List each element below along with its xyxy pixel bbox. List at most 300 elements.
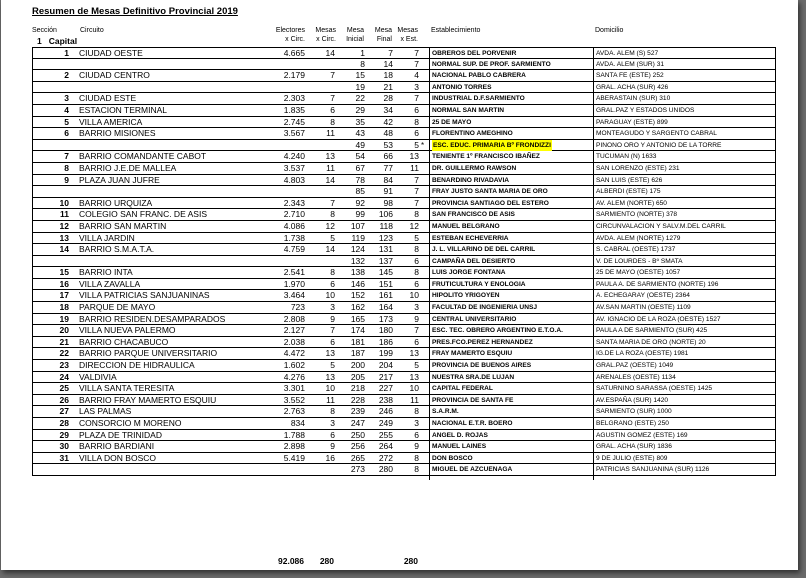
establecimiento-name: NACIONAL E.T.R. BOERO [432, 420, 513, 427]
mesa-final-value: 48 [383, 128, 393, 139]
electores-value: 834 [290, 418, 305, 428]
mesa-inicial-value: 29 [355, 104, 365, 115]
mesa-final-value: 145 [378, 267, 393, 278]
mesa-inicial-value: 54 [355, 151, 365, 162]
domicilio-text: SANTA MARIA DE ORO (NORTE) 20 [596, 338, 706, 346]
domicilio-text: AV. ALEM (NORTE) 650 [596, 199, 667, 207]
table-row [33, 244, 775, 256]
establecimiento-name: DON BOSCO [432, 454, 473, 462]
mesa-final-value: 123 [378, 232, 393, 243]
domicilio-text: MONTEAGUDO Y SARGENTO CABRAL [596, 130, 717, 138]
table-row [33, 151, 775, 163]
mesa-inicial-value: 181 [350, 336, 365, 347]
table-row [33, 117, 775, 129]
mesa-inicial-value: 99 [355, 209, 365, 220]
document-title: Resumen de Mesas Definitivo Provincial 2019 [32, 6, 238, 17]
mesa-final-value: 238 [378, 394, 393, 405]
mesa-inicial-value: 165 [350, 313, 365, 324]
mesa-inicial-value: 35 [355, 116, 365, 127]
domicilio-text: PARAGUAY (ESTE) 899 [596, 118, 668, 126]
circuit-name: BARRIO MISIONES [79, 128, 156, 139]
row-number: 24 [59, 371, 69, 382]
mesas-est-value: 6 [414, 128, 419, 139]
establecimiento-name: ESC. EDUC. PRIMARIA Bº FRONDIZZI [433, 141, 551, 149]
mesas-value: 10 [325, 383, 335, 394]
mesa-inicial-value: 85 [355, 186, 365, 197]
mesas-value: 8 [330, 209, 335, 220]
total-electores: 92.086 [278, 556, 304, 566]
row-number: 25 [59, 383, 69, 394]
mesa-inicial-value: 8 [360, 58, 365, 69]
table-row [33, 140, 775, 152]
mesa-inicial-value: 146 [350, 278, 365, 289]
mesas-value: 7 [330, 325, 335, 336]
mesa-final-value: 14 [383, 58, 393, 69]
row-number: 10 [59, 197, 69, 208]
header-mesa-inicial: Mesa Inicial [346, 27, 364, 43]
table-row [33, 430, 775, 442]
mesas-est-value: 7 [414, 325, 419, 336]
domicilio-text: PAULA A. DE SARMIENTO (NORTE) 196 [596, 280, 719, 288]
column-divider-establecimiento [429, 47, 430, 480]
domicilio-text: IG.DE LA ROZA (OESTE) 1981 [596, 350, 689, 358]
mesas-est-value: 6 [414, 429, 419, 440]
header-mesas-est: Mesas x Est. [397, 27, 418, 43]
establecimiento-name: MANUEL LAINES [432, 443, 487, 451]
domicilio-text: AV.ESPAÑA (SUR) 1420 [596, 396, 669, 404]
row-number: 1 [64, 48, 69, 58]
table-row [33, 314, 775, 326]
mesa-final-value: 66 [383, 151, 393, 162]
mesas-est-value: 10 [409, 383, 419, 394]
circuit-name: CIUDAD CENTRO [79, 70, 150, 81]
mesa-final-value: 53 [383, 139, 393, 150]
row-number: 2 [64, 70, 69, 81]
establecimiento-name: PROVINCIA DE BUENOS AIRES [432, 362, 532, 370]
establecimiento-name: CENTRAL UNIVERSITARIO [432, 315, 517, 323]
electores-value: 2.038 [283, 336, 305, 347]
mesas-value: 14 [325, 244, 335, 255]
establecimiento-name: CAMPAÑA DEL DESIERTO [432, 257, 516, 265]
table-row [33, 105, 775, 117]
mesas-est-value: 7 [414, 197, 419, 208]
domicilio-text: GRAL. ACHA (SUR) 426 [596, 83, 669, 91]
establecimiento-name: FRAY JUSTO SANTA MARIA DE ORO [432, 188, 548, 196]
mesas-value: 6 [330, 278, 335, 289]
row-number: 22 [59, 348, 69, 359]
mesas-est-value: 4 [414, 70, 419, 81]
establecimiento-name: HIPOLITO YRIGOYEN [432, 292, 500, 300]
table-row [33, 233, 775, 245]
circuit-name: BARRIO J.E.DE MALLEA [79, 162, 177, 173]
mesas-value: 9 [330, 313, 335, 324]
mesas-value: 6 [330, 336, 335, 347]
mesas-est-value: 8 [414, 209, 419, 220]
row-number: 11 [60, 209, 69, 220]
circuit-name: VILLA SANTA TERESITA [79, 383, 175, 394]
electores-value: 4.240 [283, 151, 305, 162]
electores-value: 2.745 [283, 116, 305, 127]
domicilio-text: AVDA. ALEM (S) 527 [596, 50, 659, 57]
table-row [33, 441, 775, 453]
circuit-name: LAS PALMAS [79, 406, 132, 417]
electores-value: 3.301 [283, 383, 305, 394]
row-number: 30 [59, 441, 69, 452]
establecimiento-name: OBREROS DEL PORVENIR [432, 50, 517, 57]
circuit-name: PARQUE DE MAYO [79, 302, 156, 313]
mesas-est-value: 11 [410, 162, 419, 173]
establecimiento-name: BENARDINO RIVADAVIA [432, 176, 510, 184]
mesas-value: 11 [326, 162, 335, 173]
domicilio-text: 25 DE MAYO (OESTE) 1057 [596, 269, 681, 277]
establecimiento-name: NORMAL SUP. DE PROF. SARMIENTO [432, 60, 551, 68]
electores-value: 2.127 [283, 325, 305, 336]
domicilio-text: TUCUMAN (N) 1633 [596, 153, 657, 161]
electores-value: 2.303 [283, 93, 305, 104]
circuit-name: BARRIO URQUIZA [79, 197, 153, 208]
establecimiento-name: NORMAL SAN MARTIN [432, 106, 505, 114]
mesas-value: 7 [330, 197, 335, 208]
row-number: 31 [59, 452, 69, 463]
table-row [33, 395, 775, 407]
mesas-est-value: 5 [414, 360, 419, 371]
mesas-est-value: 5 [414, 232, 419, 243]
mesa-inicial-value: 92 [355, 197, 365, 208]
mesas-est-value: 3 [414, 302, 419, 313]
mesa-inicial-value: 107 [350, 220, 365, 231]
mesa-inicial-value: 49 [355, 139, 365, 150]
circuit-name: CIUDAD ESTE [79, 93, 137, 104]
establecimiento-name: ANTONIO TORRES [432, 83, 492, 91]
row-number: 21 [59, 336, 69, 347]
table-row [33, 337, 775, 349]
row-number: 17 [59, 290, 69, 301]
row-number: 13 [59, 232, 69, 243]
establecimiento-name: MANUEL BELGRANO [432, 222, 500, 230]
domicilio-text: AGUSTIN GOMEZ (ESTE) 169 [596, 431, 688, 439]
domicilio-text: ARENALES (OESTE) 1134 [596, 373, 676, 381]
section-number: 1 [37, 36, 42, 46]
mesa-inicial-value: 43 [355, 128, 365, 139]
mesas-est-value: 3 [414, 81, 419, 92]
table-row [33, 453, 775, 465]
domicilio-text: AV.SAN MARTIN (OESTE) 1109 [596, 304, 691, 312]
circuit-name: BARRIO SAN MARTIN [79, 220, 167, 231]
electores-value: 1.788 [283, 429, 305, 440]
row-number: 29 [59, 429, 69, 440]
mesas-value: 13 [325, 151, 335, 162]
header-domicilio: Domicilio [595, 27, 624, 34]
mesa-inicial-value: 247 [350, 418, 365, 428]
mesas-value: 14 [325, 48, 335, 58]
mesas-value: 13 [325, 371, 335, 382]
domicilio-text: V. DE LOURDES - Bº SMATA [596, 257, 683, 265]
table-row [33, 383, 775, 395]
mesas-est-value: 13 [409, 348, 419, 359]
circuit-name: VILLA DON BOSCO [79, 452, 156, 463]
domicilio-text: PAULA A DE SARMIENTO (SUR) 425 [596, 327, 708, 335]
table-row [33, 221, 775, 233]
domicilio-text: SANTA FE (ESTE) 252 [596, 72, 664, 80]
mesa-final-value: 255 [378, 429, 393, 440]
establecimiento-name: MIGUEL DE AZCUENAGA [432, 466, 513, 474]
mesas-est-value: 7 [414, 58, 419, 69]
domicilio-text: S. CABRAL (OESTE) 1737 [596, 246, 676, 254]
establecimiento-name: PRES.FCO.PEREZ HERNANDEZ [432, 338, 533, 346]
section-name: Capital [48, 36, 78, 46]
mesa-inicial-value: 152 [350, 290, 365, 301]
mesa-inicial-value: 124 [350, 244, 365, 255]
electores-value: 1.970 [283, 278, 305, 289]
mesas-value: 11 [326, 128, 335, 139]
row-number: 12 [59, 220, 69, 231]
mesa-final-value: 7 [388, 48, 393, 58]
domicilio-text: GRAL.PAZ Y ESTADOS UNIDOS [596, 106, 695, 114]
mesas-est-value: 7 [414, 48, 419, 58]
mesas-value: 9 [330, 441, 335, 452]
establecimiento-name: FRUTICULTURA Y ENOLOGIA [432, 280, 526, 288]
mesas-value: 8 [330, 267, 335, 278]
table-row [33, 59, 775, 71]
circuit-name: CIUDAD OESTE [79, 48, 143, 58]
mesas-value: 3 [330, 418, 335, 428]
domicilio-text: PATRICIAS SANJUANINA (SUR) 1126 [596, 466, 710, 474]
mesa-final-value: 84 [383, 174, 393, 185]
mesas-est-value: 8 [414, 406, 419, 417]
mesas-est-value: 6 [414, 104, 419, 115]
electores-value: 2.898 [283, 441, 305, 452]
table-row [33, 175, 775, 187]
mesa-final-value: 21 [383, 81, 393, 92]
circuit-name: BARRIO FRAY MAMERTO ESQUIU [79, 394, 217, 405]
table-row [33, 360, 775, 372]
domicilio-text: BELGRANO (ESTE) 250 [596, 420, 669, 427]
table-row [33, 256, 775, 268]
mesas-est-value: 8 [414, 464, 419, 475]
mesas-value: 8 [330, 116, 335, 127]
establecimiento-name: CAPITAL FEDERAL [432, 385, 493, 393]
electores-value: 4.665 [283, 48, 305, 58]
electores-value: 4.472 [283, 348, 305, 359]
mesa-final-value: 264 [378, 441, 393, 452]
circuit-name: BARRIO S.M.A.T.A. [79, 244, 155, 255]
mesas-value: 5 [330, 232, 335, 243]
mesa-inicial-value: 187 [350, 348, 365, 359]
mesa-final-value: 217 [378, 371, 393, 382]
mesa-inicial-value: 162 [350, 302, 365, 313]
mesas-est-value: 13 [409, 151, 419, 162]
establecimiento-name: FACULTAD DE INGENIERIA UNSJ [432, 304, 538, 312]
mesa-inicial-value: 174 [350, 325, 365, 336]
circuit-name: DIRECCION DE HIDRAULICA [79, 360, 195, 371]
electores-value: 3.537 [283, 162, 305, 173]
row-number: 9 [64, 174, 69, 185]
mesa-final-value: 98 [383, 197, 393, 208]
mesas-value: 12 [325, 220, 335, 231]
header-mesa-final: Mesa Final [374, 27, 392, 43]
circuit-name: PLAZA DE TRINIDAD [79, 429, 162, 440]
row-number: 8 [64, 162, 69, 173]
mesa-inicial-value: 119 [351, 232, 365, 243]
row-number: 15 [59, 267, 69, 278]
mesas-est-value: 10 [409, 290, 419, 301]
circuit-name: VALDIVIA [79, 371, 117, 382]
circuit-name: VILLA NUEVA PALERMO [79, 325, 176, 336]
mesa-inicial-value: 273 [350, 464, 365, 475]
mesas-est-value: 8 [414, 452, 419, 463]
row-number: 27 [59, 406, 69, 417]
mesa-inicial-value: 1 [360, 48, 365, 58]
mesa-final-value: 131 [378, 244, 393, 255]
circuit-name: VILLA ZAVALLA [79, 278, 141, 289]
table-row [33, 464, 775, 476]
electores-value: 5.419 [283, 452, 305, 463]
mesas-est-value: 13 [409, 371, 419, 382]
circuit-name: CONSORCIO M MORENO [79, 418, 182, 428]
mesas-est-value: 6 [414, 255, 419, 266]
mesas-value: 16 [325, 452, 335, 463]
circuit-name: BARRIO CHACABUCO [79, 336, 169, 347]
mesa-final-value: 91 [383, 186, 393, 197]
electores-value: 2.763 [283, 406, 305, 417]
mesas-est-value: 12 [409, 220, 419, 231]
row-number: 23 [59, 360, 69, 371]
table-row [33, 290, 775, 302]
mesas-est-value: 7 [414, 174, 419, 185]
mesa-inicial-value: 239 [350, 406, 365, 417]
table-row [33, 302, 775, 314]
row-number: 16 [59, 278, 69, 289]
circuit-name: PLAZA JUAN JUFRE [79, 174, 160, 185]
mesas-est-value: 11 [410, 394, 419, 405]
domicilio-text: AVDA. ALEM (SUR) 31 [596, 60, 665, 68]
domicilio-text: PINONO ORO Y ANTONIO DE LA TORRE [596, 141, 722, 149]
electores-value: 2.343 [283, 197, 305, 208]
row-number: 3 [64, 93, 69, 104]
mesas-table [32, 47, 776, 476]
electores-value: 2.179 [283, 70, 305, 81]
header-establecimiento: Establecimiento [431, 27, 481, 34]
mesas-value: 5 [330, 360, 335, 371]
mesas-est-value: 3 [414, 418, 419, 428]
row-number: 20 [59, 325, 69, 336]
electores-value: 1.602 [283, 360, 305, 371]
mesas-value: 10 [325, 290, 335, 301]
circuit-name: VILLA PATRICIAS SANJUANINAS [79, 290, 210, 301]
electores-value: 4.276 [283, 371, 305, 382]
row-number: 26 [59, 394, 69, 405]
mesas-value: 14 [325, 174, 335, 185]
establecimiento-name: PROVINCIA DE SANTA FE [432, 396, 514, 404]
establecimiento-name: FRAY MAMERTO ESQUIU [432, 350, 513, 358]
mesa-inicial-value: 228 [350, 394, 365, 405]
mesa-inicial-value: 15 [355, 70, 365, 81]
section-label [37, 36, 84, 46]
mesa-final-value: 180 [378, 325, 393, 336]
mesa-final-value: 18 [383, 70, 393, 81]
mesa-final-value: 227 [378, 383, 393, 394]
mesa-final-value: 246 [378, 406, 393, 417]
mesas-value: 6 [330, 104, 335, 115]
mesas-est-value: 9 [414, 441, 419, 452]
establecimiento-name: NUESTRA SRA.DE LUJAN [432, 373, 515, 381]
mesa-inicial-value: 265 [350, 452, 365, 463]
table-row [33, 267, 775, 279]
mesas-est-value: 5 [414, 139, 419, 150]
electores-value: 2.710 [283, 209, 305, 220]
table-row [33, 47, 775, 59]
electores-value: 2.808 [283, 313, 305, 324]
row-number: 4 [64, 104, 69, 115]
mesa-final-value: 118 [379, 220, 393, 231]
electores-value: 2.541 [283, 267, 305, 278]
table-row [33, 279, 775, 291]
table-row [33, 70, 775, 82]
mesa-final-value: 151 [378, 278, 393, 289]
mesas-est-value: 6 [414, 336, 419, 347]
circuit-name: ESTACION TERMINAL [79, 104, 168, 115]
electores-value: 4.803 [283, 174, 305, 185]
header-circuito: Circuito [80, 27, 104, 34]
mesa-final-value: 137 [378, 255, 393, 266]
mesas-est-value: 8 [414, 267, 419, 278]
table-row [33, 348, 775, 360]
mesa-inicial-value: 200 [350, 360, 365, 371]
establecimiento-name: SAN FRANCISCO DE ASIS [432, 211, 515, 219]
mesa-inicial-value: 78 [355, 174, 365, 185]
header-electores: Electores x Circ. [275, 27, 305, 43]
circuit-name: VILLA AMERICA [79, 116, 143, 127]
table-row [33, 198, 775, 210]
table-row [33, 93, 775, 105]
domicilio-text: ALBERDI (ESTE) 175 [596, 188, 661, 196]
mesa-final-value: 164 [378, 302, 393, 313]
mesas-est-value: 7 [414, 186, 419, 197]
table-row [33, 128, 775, 140]
mesas-est-value: 7 [414, 93, 419, 104]
establecimiento-name: PROVINCIA SANTIAGO DEL ESTERO [432, 199, 549, 207]
mesa-inicial-value: 205 [350, 371, 365, 382]
mesa-final-value: 249 [378, 418, 393, 428]
row-number: 5 [64, 116, 69, 127]
table-row [33, 372, 775, 384]
mesas-est-value: 6 [414, 278, 419, 289]
establecimiento-name: J. L. VILLARINO DE DEL CARRIL [432, 246, 536, 254]
domicilio-text: SAN LORENZO (ESTE) 231 [596, 164, 680, 172]
circuit-name: BARRIO COMANDANTE CABOT [79, 151, 207, 162]
mesa-inicial-value: 19 [355, 81, 365, 92]
total-mesas: 280 [319, 556, 334, 566]
establecimiento-name: FLORENTINO AMEGHINO [432, 130, 513, 138]
mesas-value: 11 [326, 394, 335, 405]
domicilio-text: AVDA. ALEM (NORTE) 1279 [596, 234, 681, 242]
marker-asterisk: * [421, 140, 425, 150]
mesas-value: 13 [325, 348, 335, 359]
table-row [33, 325, 775, 337]
mesas-est-value: 8 [414, 116, 419, 127]
row-number: 18 [59, 302, 69, 313]
domicilio-text: SARMIENTO (SUR) 1000 [596, 408, 672, 416]
domicilio-text: AV. IGNACIO DE LA ROZA (OESTE) 1527 [596, 315, 721, 323]
establecimiento-name: DR. GUILLERMO RAWSON [432, 164, 517, 172]
mesa-final-value: 28 [383, 93, 393, 104]
mesa-final-value: 280 [378, 464, 393, 475]
mesa-final-value: 106 [378, 209, 393, 220]
circuit-name: BARRIO BARDIANI [79, 441, 155, 452]
mesas-value: 7 [330, 93, 335, 104]
domicilio-text: SAN LUIS (ESTE) 626 [596, 176, 663, 184]
domicilio-text: GRAL.PAZ (OESTE) 1049 [596, 362, 674, 370]
